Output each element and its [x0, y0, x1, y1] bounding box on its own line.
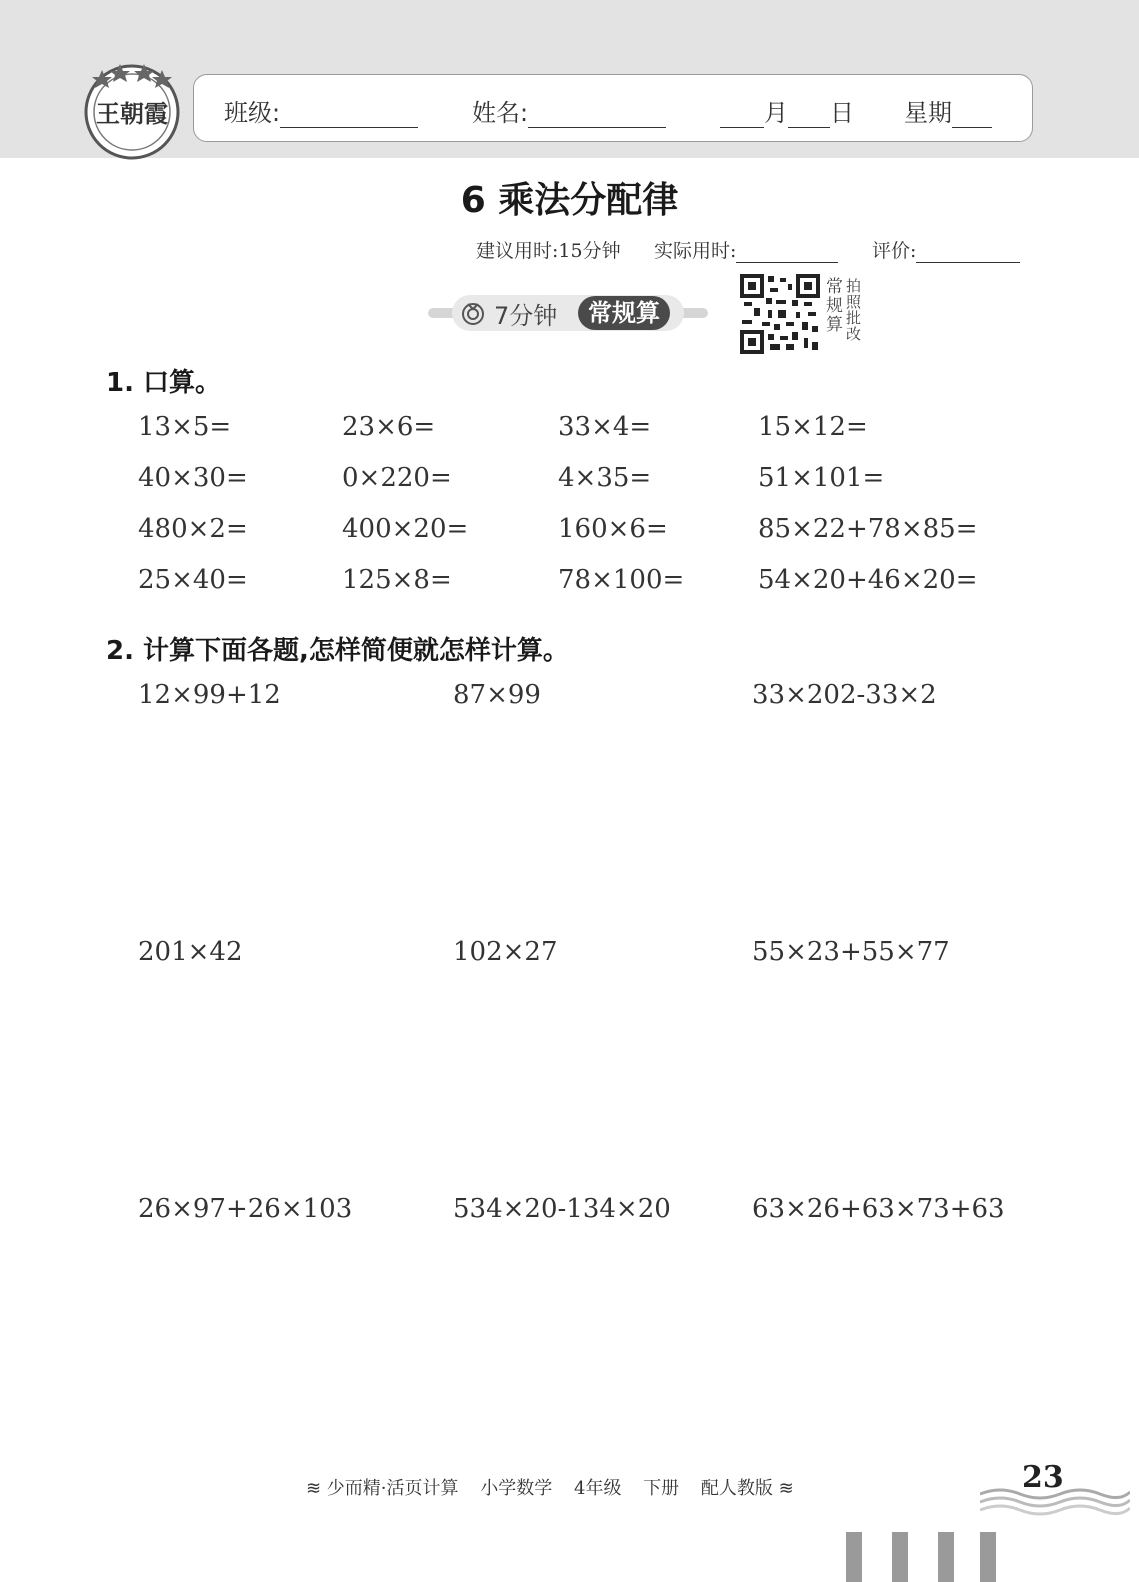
edge-mark [938, 1532, 954, 1582]
oral-item: 480×2= [138, 514, 248, 544]
calc-item: 87×99 [453, 680, 541, 710]
oral-item: 0×220= [342, 463, 452, 493]
name-field[interactable] [472, 93, 666, 128]
logo-text: 王朝霞 [96, 99, 168, 128]
calc-item: 63×26+63×73+63 [752, 1194, 1005, 1224]
edge-mark [980, 1532, 996, 1582]
suggested-time: 建议用时:15分钟 [476, 240, 621, 262]
oral-item: 33×4= [558, 412, 652, 442]
page-title: 6 乘法分配律 [460, 180, 679, 221]
oral-item: 400×20= [342, 514, 469, 544]
badge-label: 常规算 [578, 296, 670, 330]
actual-time-field[interactable] [654, 236, 838, 263]
footer-item: 配人教版 ≋ [700, 1478, 794, 1499]
calc-item: 12×99+12 [138, 680, 281, 710]
month-label: 月 [764, 99, 788, 127]
class-label: 班级: [224, 99, 281, 127]
rating-label: 评价: [872, 240, 917, 262]
oral-item: 54×20+46×20= [758, 565, 978, 595]
footer-series-info [306, 1474, 810, 1500]
footer-item: ≋ 少而精·活页计算 [306, 1478, 459, 1499]
rating-field[interactable] [872, 236, 1020, 263]
oral-item: 15×12= [758, 412, 868, 442]
oral-item: 51×101= [758, 463, 885, 493]
section-2-heading: 2. 计算下面各题,怎样简便就怎样计算。 [106, 636, 569, 666]
oral-item: 23×6= [342, 412, 436, 442]
calc-item: 26×97+26×103 [138, 1194, 353, 1224]
name-label: 姓名: [472, 99, 529, 127]
calc-item: 201×42 [138, 937, 243, 967]
oral-item: 160×6= [558, 514, 668, 544]
calc-item: 55×23+55×77 [752, 937, 950, 967]
oral-item: 40×30= [138, 463, 248, 493]
qr-code-icon[interactable] [740, 274, 820, 354]
oral-item: 4×35= [558, 463, 652, 493]
actual-time-label: 实际用时: [654, 240, 737, 262]
weekday-label: 星期 [904, 99, 952, 127]
wave-decoration-icon [980, 1484, 1130, 1518]
day-label: 日 [830, 99, 854, 127]
calc-item: 534×20-134×20 [453, 1194, 671, 1224]
footer-item: 下册 [643, 1478, 680, 1499]
edge-mark [892, 1532, 908, 1582]
oral-item: 25×40= [138, 565, 248, 595]
page-number: 23 [1022, 1460, 1064, 1495]
medal-icon [460, 300, 486, 326]
calc-item: 102×27 [453, 937, 558, 967]
student-info-box [193, 74, 1033, 142]
qr-caption-left: 常规算 [826, 277, 843, 335]
oral-item: 13×5= [138, 412, 232, 442]
footer-item: 小学数学 [480, 1478, 553, 1499]
calc-item: 33×202-33×2 [752, 680, 937, 710]
oral-item: 125×8= [342, 565, 452, 595]
weekday-field[interactable] [904, 93, 992, 128]
footer-item: 4年级 [574, 1478, 622, 1499]
oral-item: 85×22+78×85= [758, 514, 978, 544]
date-field[interactable] [720, 93, 854, 128]
section-1-heading: 1. 口算。 [106, 368, 222, 398]
class-field[interactable] [224, 93, 418, 128]
oral-item: 78×100= [558, 565, 685, 595]
badge-time: 7分钟 [494, 302, 558, 330]
edge-mark [846, 1532, 862, 1582]
qr-caption-right: 拍照批改 [846, 277, 862, 343]
